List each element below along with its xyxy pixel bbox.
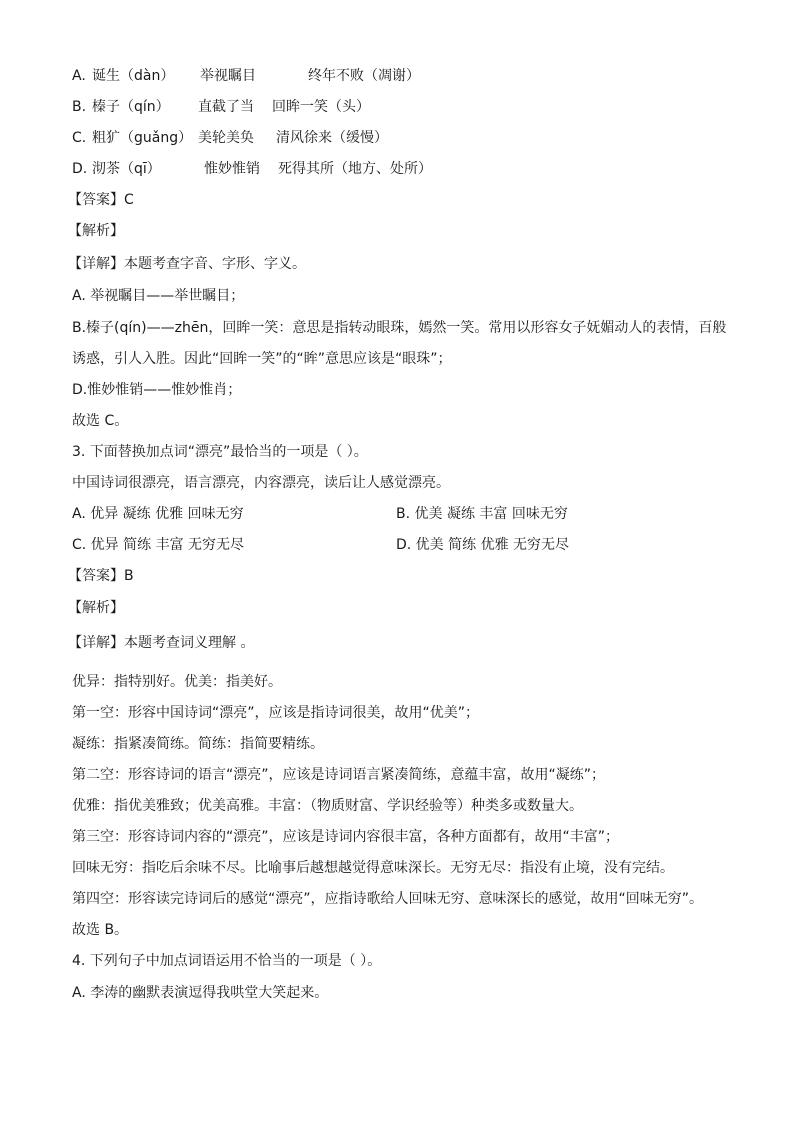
q3-explanation-line: 第二空：形容诗词的语言“漂亮”，应该是诗词语言紧凑简练，意蕴丰富，故用“凝练”； [72,767,606,783]
q3-explanation-line: 优异：指特别好。优美：指美好。 [72,674,282,690]
option-word: 粗犷（guǎng） [92,130,193,146]
q2-conclusion: 故选 C。 [72,413,129,429]
q3-explanation-line: 第四空：形容读完诗词后的感觉“漂亮”，应指诗歌给人回味无穷、意味深长的感觉，故用“回味无穷”。 [72,891,704,907]
option-idiom-1: 惟妙惟销 [204,161,260,177]
q3-option-d: D. 优美 简练 优雅 无穷无尽 [396,537,570,553]
q3-sentence: 中国诗词很漂亮，语言漂亮，内容漂亮，读后让人感觉漂亮。 [72,475,450,491]
q2-analysis-label: 【解析】 [68,223,124,239]
q4-question: 4. 下列句子中加点词语运用不恰当的一项是（ ）。 [72,953,382,969]
q3-conclusion: 故选 B。 [72,922,129,938]
option-idiom-1: 美轮美奂 [198,130,254,146]
q2-explain-d: D.惟妙惟销——惟妙惟肖； [72,382,242,398]
q3-explanation-line: 第三空：形容诗词内容的“漂亮”，应该是诗词内容很丰富，各种方面都有，故用“丰富”； [72,829,620,845]
q3-question: 3. 下面替换加点词“漂亮”最恰当的一项是（ ）。 [72,444,368,460]
option-idiom-2: 终年不败（凋谢） [308,68,420,84]
option-word: 诞生（dàn） [92,68,175,84]
q3-explanation-line: 回味无穷：指吃后余味不尽。比喻事后越想越觉得意味深长。无穷无尽：指没有止境，没有完结。 [72,860,674,876]
option-word: 沏茶（qī） [92,161,161,177]
q3-option-b: B. 优美 凝练 丰富 回味无穷 [396,506,568,522]
option-idiom-1: 举视瞩目 [200,68,256,84]
q3-option-c: C. 优异 简练 丰富 无穷无尽 [72,537,245,553]
q2-explain-a: A. 举视瞩目——举世瞩目； [72,288,245,304]
option-label: B. [72,99,87,115]
option-idiom-2: 清风徐来（缓慢） [276,130,388,146]
option-label: A. [72,68,86,84]
q3-answer: 【答案】B [68,568,134,584]
q3-explanation-line: 凝练：指紧凑简练。简练：指简要精练。 [72,736,324,752]
q2-explain-b-line2: 诱惑，引人入胜。因此“回眸一笑”的“眸”意思应该是“眼珠”； [72,351,452,367]
q2-answer: 【答案】C [68,192,134,208]
q3-detail: 【详解】本题考查词义理解 。 [68,635,255,651]
q3-option-a: A. 优异 凝练 优雅 回味无穷 [72,506,244,522]
q2-explain-b-line1: B.榛子(qín)——zhēn，回眸一笑：意思是指转动眼珠，嫣然一笑。常用以形容女子妩媚动人的表情，百般 [72,320,727,336]
q3-analysis-label: 【解析】 [68,600,124,616]
option-idiom-1: 直截了当 [198,99,254,115]
option-label: C. [72,130,87,146]
q3-explanation-line: 第一空：形容中国诗词“漂亮”，应该是指诗词很美，故用“优美”； [72,705,480,721]
option-idiom-2: 回眸一笑（头） [272,99,370,115]
option-idiom-2: 死得其所（地方、处所） [278,161,432,177]
option-label: D. [72,161,88,177]
q3-explanation-line: 优雅：指优美雅致；优美高雅。丰富：（物质财富、学识经验等）种类多或数量大。 [72,798,583,814]
option-word: 榛子（qín） [92,99,170,115]
q4-option-a: A. 李涛的幽默表演逗得我哄堂大笑起来。 [72,985,329,1001]
q2-detail: 【详解】本题考查字音、字形、字义。 [68,256,306,272]
